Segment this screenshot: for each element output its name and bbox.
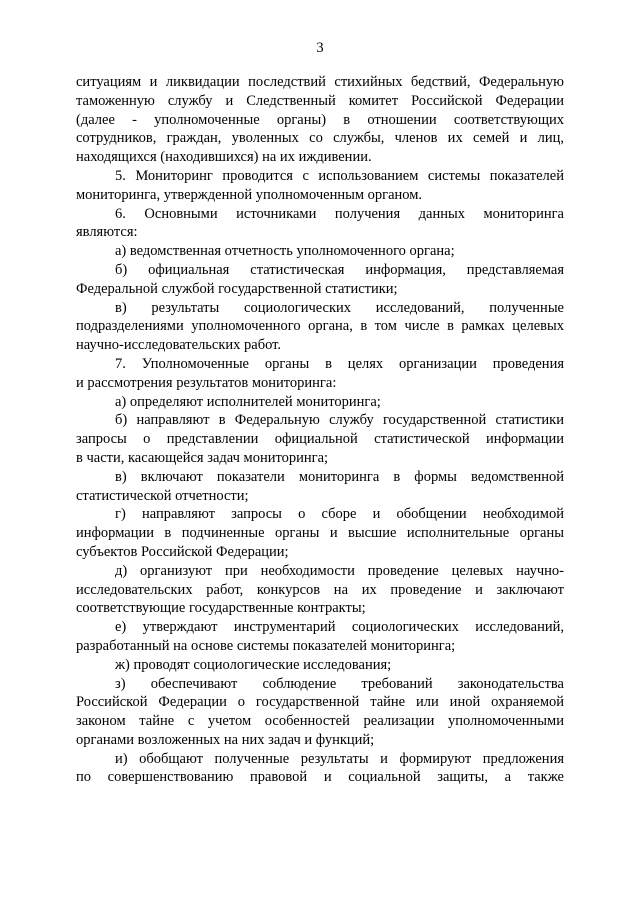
text-line: являются: <box>76 224 138 241</box>
text-line: разработанный на основе системы показателей мониторинга; <box>76 637 456 654</box>
text-line: б) официальная статистическая информация, представляемая <box>115 261 564 278</box>
text-line: а) ведомственная отчетность уполномоченного органа; <box>115 243 455 260</box>
text-line: б) направляют в Федеральную службу государственной статистики <box>115 412 564 429</box>
text-line: Российской Федерации о государственной тайне или иной охраняемой <box>76 694 564 711</box>
text-line: и рассмотрения результатов мониторинга: <box>76 374 337 391</box>
paragraph-p7f <box>76 618 564 656</box>
document-body <box>76 73 564 787</box>
text-line: в части, касающейся задач мониторинга; <box>76 449 329 466</box>
text-line: таможенную службу и Следственный комитет Российской Федерации <box>76 92 564 109</box>
text-line: д) организуют при необходимости проведение целевых научно- <box>115 562 564 579</box>
text-line: органами возложенных на них задач и функций; <box>76 731 375 748</box>
text-line: 6. Основными источниками получения данных мониторинга <box>115 205 564 222</box>
paragraph-p6c <box>76 299 564 355</box>
text-line: з) обеспечивают соблюдение требований законодательства <box>115 675 564 692</box>
text-line: мониторинга, утвержденной уполномоченным органом. <box>76 186 423 203</box>
text-line: 5. Мониторинг проводится с использованием системы показателей <box>115 167 564 184</box>
paragraph-p7 <box>76 355 564 393</box>
text-line: (далее - уполномоченные органы) в отношении соответствующих <box>76 111 564 128</box>
text-line: находящихся (находившихся) на их иждивении. <box>76 149 372 166</box>
paragraph-p6b <box>76 261 564 299</box>
paragraph-p7i <box>76 750 564 788</box>
text-line: сотрудников, граждан, уволенных со службы, членов их семей и лиц, <box>76 130 564 147</box>
text-line: законом тайне с учетом особенностей реализации уполномоченными <box>76 713 564 730</box>
text-line: в) включают показатели мониторинга в формы ведомственной <box>115 468 564 485</box>
text-line: Федеральной службой государственной статистики; <box>76 280 398 297</box>
text-line: научно-исследовательских работ. <box>76 337 282 354</box>
paragraph-p7b <box>76 411 564 467</box>
paragraph-p0 <box>76 73 564 167</box>
text-line: исследовательских работ, конкурсов на их проведение и заключают <box>76 581 564 598</box>
text-line: г) направляют запросы о сборе и обобщении необходимой <box>115 506 564 523</box>
page-number: 3 <box>316 40 324 56</box>
text-line: подразделениями уполномоченного органа, в том числе в рамках целевых <box>76 318 564 335</box>
text-line: по совершенствованию правовой и социальной защиты, а также <box>76 769 564 786</box>
paragraph-p6 <box>76 205 564 243</box>
text-line: и) обобщают полученные результаты и формируют предложения <box>115 750 564 767</box>
paragraph-p7c <box>76 468 564 506</box>
paragraph-p5 <box>76 167 564 205</box>
text-line: соответствующие государственные контракты; <box>76 600 366 617</box>
text-line: субъектов Российской Федерации; <box>76 543 289 560</box>
paragraph-p7d <box>76 505 564 561</box>
text-line: в) результаты социологических исследований, полученные <box>115 299 564 316</box>
paragraph-p7h <box>76 675 564 750</box>
text-line: е) утверждают инструментарий социологических исследований, <box>115 619 564 636</box>
text-line: информации в подчиненные органы и высшие исполнительные органы <box>76 525 564 542</box>
text-line: ж) проводят социологические исследования; <box>115 656 392 673</box>
paragraph-p7a <box>76 393 564 412</box>
text-line: ситуациям и ликвидации последствий стихийных бедствий, Федеральную <box>76 74 564 90</box>
paragraph-p7e <box>76 562 564 618</box>
paragraph-p6a <box>76 242 564 261</box>
text-line: 7. Уполномоченные органы в целях организации проведения <box>115 355 564 372</box>
paragraph-p7g <box>76 656 564 675</box>
text-line: а) определяют исполнителей мониторинга; <box>115 393 381 410</box>
text-line: статистической отчетности; <box>76 487 249 504</box>
text-line: запросы о представлении официальной статистической информации <box>76 431 564 448</box>
